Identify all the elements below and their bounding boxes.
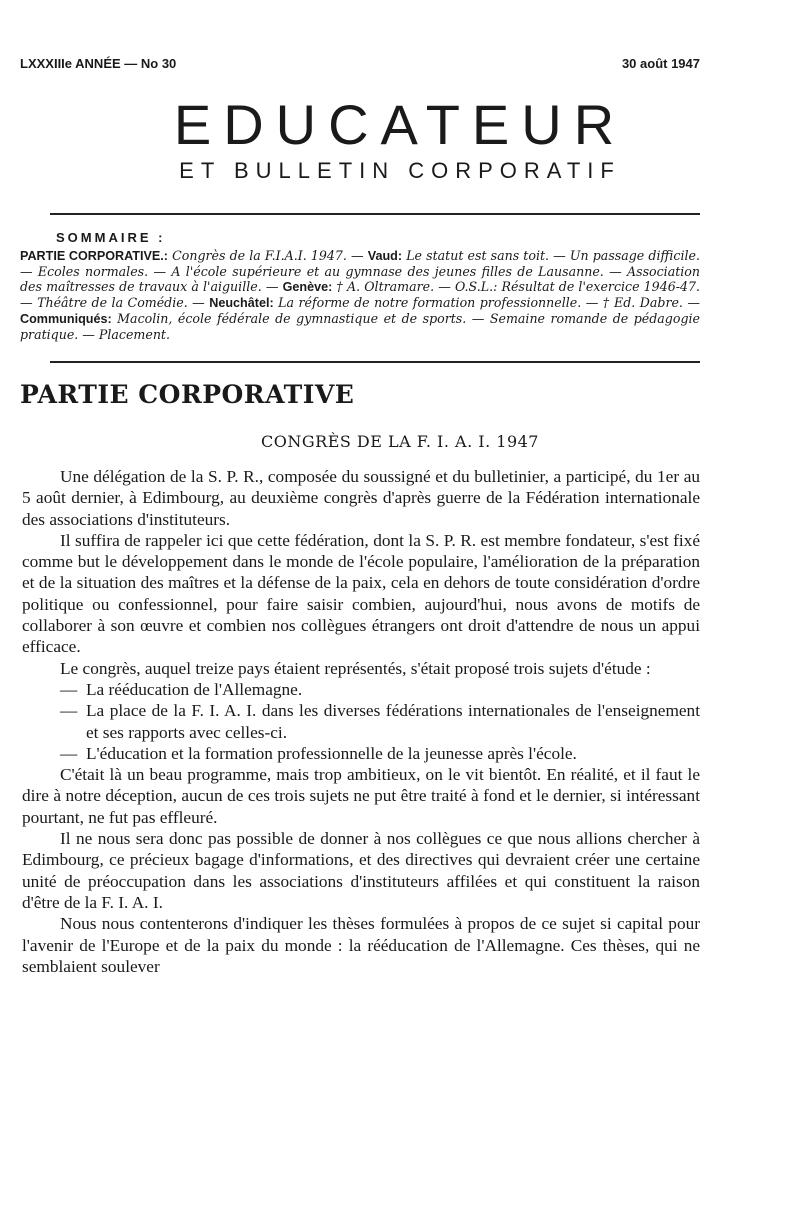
dash-glyph: — <box>60 743 78 763</box>
journal-title: EDUCATEUR <box>173 93 627 156</box>
article-body <box>22 466 700 977</box>
journal-subtitle: ET BULLETIN CORPORATIF <box>179 158 621 183</box>
sommaire-label: Neuchâtel: <box>209 296 274 311</box>
dash-glyph: — <box>60 679 78 699</box>
sommaire-entry: Congrès de la F.I.A.I. 1947. — <box>168 248 368 263</box>
section-title: PARTIE CORPORATIVE <box>20 380 355 409</box>
paragraph: C'était là un beau programme, mais trop ambitieux, on le vit bientôt. En réalité, et il faut le dire à notre déception, aucun de ces trois sujets ne put être traité à fond et le dernier, si intéressant pourtant, ne fut pas effleuré. <box>22 765 700 827</box>
list-item: — La rééducation de l'Allemagne. <box>60 679 303 699</box>
sommaire-entry: La réforme de notre formation professionnelle. — † Ed. Dabre. — <box>273 295 700 311</box>
issue-number: LXXXIIIe ANNÉE — No 30 <box>20 56 177 71</box>
masthead <box>0 94 800 184</box>
sommaire-text <box>20 248 700 343</box>
sommaire-entry: † A. Oltramare. — O.S.L.: Résultat de l'exercice 1946-47. — Théâtre de la Comédie. — <box>20 279 701 311</box>
sommaire-label: PARTIE CORPORATIVE.: <box>20 249 168 263</box>
sommaire-entry: Macolin, école fédérale de gymnastique et de sports. — Semaine romande de pédagogie pratique. — Placement. <box>20 311 700 343</box>
sommaire-entry: Le statut est sans toit. — Un passage difficile. — Ecoles normales. — A l'école supérieure et au gymnase des jeunes filles de Lausanne. — Association des maîtresses de travaux à l'aiguille. — <box>20 248 700 295</box>
sommaire-label: Genève: <box>282 280 333 295</box>
list-item: — L'éducation et la formation professionnelle de la jeunesse après l'école. <box>60 743 577 763</box>
list-item: — La place de la F. I. A. I. dans les diverses fédérations internationales de l'enseignement et ses rapports avec celles-ci. <box>60 701 700 742</box>
article-title: CONGRÈS DE LA F. I. A. I. 1947 <box>261 432 539 451</box>
subjects-list <box>22 679 700 764</box>
paragraph: Il ne nous sera donc pas possible de donner à nos collègues ce que nous allions chercher à Edimbourg, ce précieux bagage d'informations, et des directives qui devraient créer une certaine unité de préoccupation dans les associations d'instituteurs affilées et qui constituent la raison d'être de la F. I. A. I. <box>22 829 700 912</box>
dash-glyph: — <box>60 701 78 721</box>
paragraph: Une délégation de la S. P. R., composée du soussigné et du bulletinier, a participé, du 1er au 5 août dernier, à Edimbourg, au deuxième congrès d'après guerre de la Fédération internationale des associations d'instituteurs. <box>22 467 700 529</box>
paragraph: Le congrès, auquel treize pays étaient représentés, s'était proposé trois sujets d'étude : <box>60 658 651 678</box>
sommaire-heading: SOMMAIRE : <box>56 230 166 245</box>
sommaire-label: Vaud: <box>367 249 403 263</box>
paragraph: Nous nous contenterons d'indiquer les thèses formulées à propos de ce sujet si capital pour l'avenir de l'Europe et de la paix du monde : la rééducation de l'Allemagne. Ces thèses, qui ne semblaient soulever <box>22 914 700 976</box>
sommaire-label: Communiqués: <box>20 312 112 327</box>
issue-date: 30 août 1947 <box>621 56 700 71</box>
divider-top <box>50 213 700 215</box>
paragraph: Il suffira de rappeler ici que cette fédération, dont la S. P. R. est membre fondateur, s'est fixé comme but le développement dans le monde de l'école populaire, l'amélioration de la préparation et de la situation des maîtres et la défense de la paix, cela en dehors de toute considération d'ordre politique ou confessionnel, pour faire saisir combien, aujourd'hui, nous avons de motifs de collaborer à son œuvre et combien nos collègues étrangers ont droit d'attendre de nous un appui efficace. <box>22 530 700 657</box>
divider-bottom <box>50 361 700 363</box>
